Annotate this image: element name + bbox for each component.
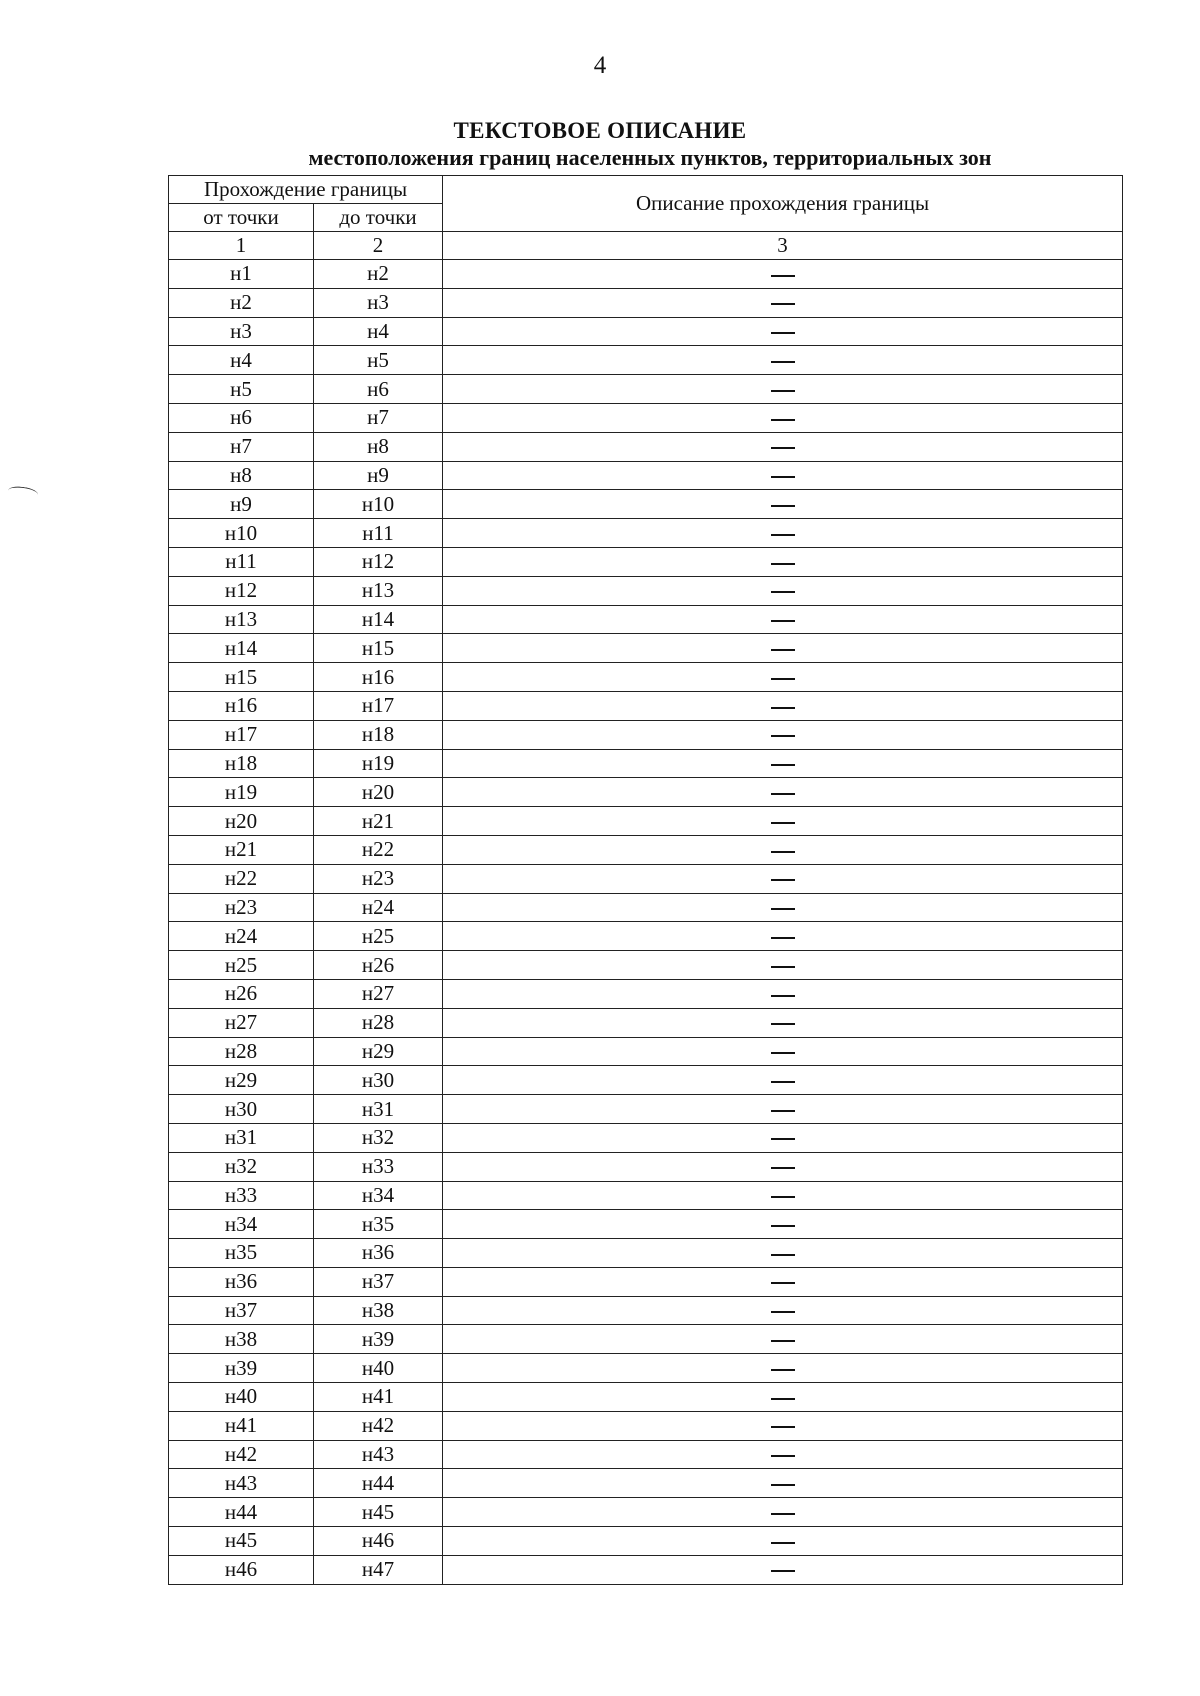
to-point-cell: н6 — [314, 375, 443, 404]
description-cell — [443, 605, 1123, 634]
description-cell — [443, 260, 1123, 289]
description-cell — [443, 317, 1123, 346]
from-point-cell: н32 — [169, 1152, 314, 1181]
to-point-cell: н46 — [314, 1527, 443, 1556]
to-point-cell: н4 — [314, 317, 443, 346]
em-dash-mark — [771, 1138, 795, 1140]
table-row — [169, 576, 1123, 605]
from-point-cell: н41 — [169, 1411, 314, 1440]
description-cell — [443, 1152, 1123, 1181]
from-point-cell: н22 — [169, 864, 314, 893]
column-number: 3 — [443, 232, 1123, 260]
from-point-cell: н35 — [169, 1239, 314, 1268]
em-dash-mark — [771, 735, 795, 737]
to-point-cell: н31 — [314, 1095, 443, 1124]
to-point-cell: н37 — [314, 1267, 443, 1296]
to-point-cell: н43 — [314, 1440, 443, 1469]
table-row — [169, 288, 1123, 317]
table-row — [169, 922, 1123, 951]
em-dash-mark — [771, 1398, 795, 1400]
description-cell — [443, 922, 1123, 951]
em-dash-mark — [771, 303, 795, 305]
table-row — [169, 403, 1123, 432]
to-point-cell: н11 — [314, 519, 443, 548]
em-dash-mark — [771, 332, 795, 334]
table-row — [169, 835, 1123, 864]
to-point-cell: н13 — [314, 576, 443, 605]
description-cell — [443, 893, 1123, 922]
to-point-cell: н18 — [314, 720, 443, 749]
description-cell — [443, 1066, 1123, 1095]
from-point-cell: н8 — [169, 461, 314, 490]
em-dash-mark — [771, 995, 795, 997]
from-point-cell: н14 — [169, 634, 314, 663]
from-point-cell: н12 — [169, 576, 314, 605]
em-dash-mark — [771, 390, 795, 392]
table-row — [169, 1152, 1123, 1181]
table-row — [169, 461, 1123, 490]
table-row — [169, 1469, 1123, 1498]
from-point-cell: н34 — [169, 1210, 314, 1239]
from-point-cell: н23 — [169, 893, 314, 922]
table-row — [169, 778, 1123, 807]
em-dash-mark — [771, 534, 795, 536]
description-cell — [443, 634, 1123, 663]
from-point-cell: н46 — [169, 1555, 314, 1584]
em-dash-mark — [771, 447, 795, 449]
to-point-cell: н3 — [314, 288, 443, 317]
description-cell — [443, 1354, 1123, 1383]
em-dash-mark — [771, 649, 795, 651]
description-cell — [443, 1498, 1123, 1527]
from-point-cell: н2 — [169, 288, 314, 317]
em-dash-mark — [771, 908, 795, 910]
table-row — [169, 663, 1123, 692]
table-row — [169, 547, 1123, 576]
description-cell — [443, 807, 1123, 836]
from-point-cell: н33 — [169, 1181, 314, 1210]
to-point-cell: н22 — [314, 835, 443, 864]
to-point-cell: н42 — [314, 1411, 443, 1440]
from-point-cell: н15 — [169, 663, 314, 692]
em-dash-mark — [771, 1513, 795, 1515]
to-point-cell: н39 — [314, 1325, 443, 1354]
from-point-cell: н40 — [169, 1383, 314, 1412]
em-dash-mark — [771, 476, 795, 478]
em-dash-mark — [771, 1426, 795, 1428]
from-point-cell: н37 — [169, 1296, 314, 1325]
description-cell — [443, 951, 1123, 980]
em-dash-mark — [771, 563, 795, 565]
to-point-cell: н5 — [314, 346, 443, 375]
to-point-cell: н26 — [314, 951, 443, 980]
from-point-cell: н13 — [169, 605, 314, 634]
from-point-cell: н20 — [169, 807, 314, 836]
from-point-cell: н30 — [169, 1095, 314, 1124]
description-cell — [443, 1527, 1123, 1556]
document-subtitle: местоположения границ населенных пунктов, территориальных зон — [308, 145, 992, 170]
description-cell — [443, 1267, 1123, 1296]
description-cell — [443, 1440, 1123, 1469]
table-body — [169, 260, 1123, 1585]
table-row — [169, 375, 1123, 404]
from-point-cell: н43 — [169, 1469, 314, 1498]
table-row — [169, 1354, 1123, 1383]
description-cell — [443, 1037, 1123, 1066]
description-cell — [443, 547, 1123, 576]
to-point-cell: н40 — [314, 1354, 443, 1383]
to-point-cell: н21 — [314, 807, 443, 836]
from-point-cell: н5 — [169, 375, 314, 404]
to-point-cell: н24 — [314, 893, 443, 922]
table-row — [169, 691, 1123, 720]
table-row — [169, 720, 1123, 749]
table-row — [169, 260, 1123, 289]
description-cell — [443, 778, 1123, 807]
to-point-cell: н17 — [314, 691, 443, 720]
description-cell — [443, 1123, 1123, 1152]
table-row — [169, 1498, 1123, 1527]
from-point-cell: н24 — [169, 922, 314, 951]
em-dash-mark — [771, 1110, 795, 1112]
description-cell — [443, 519, 1123, 548]
to-point-cell: н41 — [314, 1383, 443, 1412]
column-number: 2 — [314, 232, 443, 260]
document-title: ТЕКСТОВОЕ ОПИСАНИЕ — [453, 118, 747, 143]
em-dash-mark — [771, 822, 795, 824]
to-point-cell: н27 — [314, 979, 443, 1008]
em-dash-mark — [771, 1282, 795, 1284]
em-dash-mark — [771, 1052, 795, 1054]
from-header: от точки — [169, 204, 314, 232]
table-row — [169, 1239, 1123, 1268]
em-dash-mark — [771, 1225, 795, 1227]
to-point-cell: н8 — [314, 432, 443, 461]
from-point-cell: н1 — [169, 260, 314, 289]
column-number-row — [169, 232, 1123, 260]
table-row — [169, 519, 1123, 548]
table-row — [169, 317, 1123, 346]
em-dash-mark — [771, 937, 795, 939]
table-row — [169, 490, 1123, 519]
to-point-cell: н29 — [314, 1037, 443, 1066]
from-point-cell: н10 — [169, 519, 314, 548]
em-dash-mark — [771, 1369, 795, 1371]
em-dash-mark — [771, 419, 795, 421]
from-point-cell: н3 — [169, 317, 314, 346]
table-row — [169, 1181, 1123, 1210]
from-point-cell: н7 — [169, 432, 314, 461]
from-point-cell: н42 — [169, 1440, 314, 1469]
from-point-cell: н9 — [169, 490, 314, 519]
description-cell — [443, 749, 1123, 778]
to-point-cell: н19 — [314, 749, 443, 778]
description-cell — [443, 288, 1123, 317]
table-row — [169, 807, 1123, 836]
to-point-cell: н12 — [314, 547, 443, 576]
table-row — [169, 1210, 1123, 1239]
to-point-cell: н10 — [314, 490, 443, 519]
description-cell — [443, 691, 1123, 720]
from-point-cell: н6 — [169, 403, 314, 432]
description-cell — [443, 864, 1123, 893]
description-cell — [443, 403, 1123, 432]
table-row — [169, 1008, 1123, 1037]
from-point-cell: н26 — [169, 979, 314, 1008]
from-point-cell: н16 — [169, 691, 314, 720]
table-row — [169, 1123, 1123, 1152]
em-dash-mark — [771, 879, 795, 881]
em-dash-mark — [771, 1167, 795, 1169]
from-point-cell: н29 — [169, 1066, 314, 1095]
table-row — [169, 1527, 1123, 1556]
table-row — [169, 951, 1123, 980]
em-dash-mark — [771, 591, 795, 593]
description-cell — [443, 432, 1123, 461]
table-row — [169, 1440, 1123, 1469]
em-dash-mark — [771, 966, 795, 968]
description-cell — [443, 375, 1123, 404]
table-row — [169, 1296, 1123, 1325]
em-dash-mark — [771, 620, 795, 622]
em-dash-mark — [771, 1023, 795, 1025]
em-dash-mark — [771, 1254, 795, 1256]
description-header: Описание прохождения границы — [443, 176, 1123, 232]
em-dash-mark — [771, 1542, 795, 1544]
em-dash-mark — [771, 1340, 795, 1342]
from-point-cell: н4 — [169, 346, 314, 375]
to-point-cell: н16 — [314, 663, 443, 692]
to-point-cell: н32 — [314, 1123, 443, 1152]
from-point-cell: н21 — [169, 835, 314, 864]
description-cell — [443, 979, 1123, 1008]
table-row — [169, 432, 1123, 461]
table-row — [169, 893, 1123, 922]
em-dash-mark — [771, 678, 795, 680]
to-point-cell: н23 — [314, 864, 443, 893]
from-point-cell: н27 — [169, 1008, 314, 1037]
from-point-cell: н36 — [169, 1267, 314, 1296]
to-header: до точки — [314, 204, 443, 232]
margin-mark — [7, 485, 38, 500]
table-row — [169, 346, 1123, 375]
table-row — [169, 979, 1123, 1008]
to-point-cell: н28 — [314, 1008, 443, 1037]
description-cell — [443, 1469, 1123, 1498]
to-point-cell: н14 — [314, 605, 443, 634]
em-dash-mark — [771, 793, 795, 795]
table-row — [169, 1325, 1123, 1354]
from-point-cell: н25 — [169, 951, 314, 980]
description-cell — [443, 1555, 1123, 1584]
to-point-cell: н38 — [314, 1296, 443, 1325]
description-cell — [443, 1210, 1123, 1239]
table-row — [169, 1037, 1123, 1066]
table-row — [169, 1383, 1123, 1412]
to-point-cell: н45 — [314, 1498, 443, 1527]
em-dash-mark — [771, 851, 795, 853]
description-cell — [443, 663, 1123, 692]
to-point-cell: н15 — [314, 634, 443, 663]
em-dash-mark — [771, 1484, 795, 1486]
description-cell — [443, 1095, 1123, 1124]
table-row — [169, 749, 1123, 778]
description-cell — [443, 720, 1123, 749]
em-dash-mark — [771, 1455, 795, 1457]
header-row-group — [169, 176, 1123, 204]
table-row — [169, 634, 1123, 663]
em-dash-mark — [771, 1081, 795, 1083]
description-cell — [443, 1325, 1123, 1354]
group-header: Прохождение границы — [169, 176, 443, 204]
from-point-cell: н18 — [169, 749, 314, 778]
em-dash-mark — [771, 275, 795, 277]
description-cell — [443, 346, 1123, 375]
from-point-cell: н31 — [169, 1123, 314, 1152]
from-point-cell: н17 — [169, 720, 314, 749]
description-cell — [443, 490, 1123, 519]
column-number: 1 — [169, 232, 314, 260]
table-row — [169, 1267, 1123, 1296]
em-dash-mark — [771, 1570, 795, 1572]
to-point-cell: н20 — [314, 778, 443, 807]
description-cell — [443, 835, 1123, 864]
to-point-cell: н33 — [314, 1152, 443, 1181]
from-point-cell: н39 — [169, 1354, 314, 1383]
boundary-table — [168, 175, 1123, 1585]
em-dash-mark — [771, 764, 795, 766]
from-point-cell: н38 — [169, 1325, 314, 1354]
description-cell — [443, 1411, 1123, 1440]
from-point-cell: н19 — [169, 778, 314, 807]
from-point-cell: н11 — [169, 547, 314, 576]
description-cell — [443, 461, 1123, 490]
table-row — [169, 1066, 1123, 1095]
page-number: 4 — [593, 52, 607, 79]
from-point-cell: н44 — [169, 1498, 314, 1527]
em-dash-mark — [771, 1196, 795, 1198]
to-point-cell: н47 — [314, 1555, 443, 1584]
table-row — [169, 1095, 1123, 1124]
description-cell — [443, 1181, 1123, 1210]
to-point-cell: н36 — [314, 1239, 443, 1268]
table-row — [169, 605, 1123, 634]
em-dash-mark — [771, 505, 795, 507]
description-cell — [443, 1383, 1123, 1412]
to-point-cell: н2 — [314, 260, 443, 289]
to-point-cell: н9 — [314, 461, 443, 490]
to-point-cell: н44 — [314, 1469, 443, 1498]
from-point-cell: н28 — [169, 1037, 314, 1066]
description-cell — [443, 1008, 1123, 1037]
table-row — [169, 864, 1123, 893]
table-row — [169, 1411, 1123, 1440]
to-point-cell: н30 — [314, 1066, 443, 1095]
to-point-cell: н25 — [314, 922, 443, 951]
description-cell — [443, 576, 1123, 605]
description-cell — [443, 1296, 1123, 1325]
to-point-cell: н7 — [314, 403, 443, 432]
description-cell — [443, 1239, 1123, 1268]
em-dash-mark — [771, 707, 795, 709]
table-row — [169, 1555, 1123, 1584]
em-dash-mark — [771, 361, 795, 363]
em-dash-mark — [771, 1311, 795, 1313]
from-point-cell: н45 — [169, 1527, 314, 1556]
to-point-cell: н35 — [314, 1210, 443, 1239]
to-point-cell: н34 — [314, 1181, 443, 1210]
